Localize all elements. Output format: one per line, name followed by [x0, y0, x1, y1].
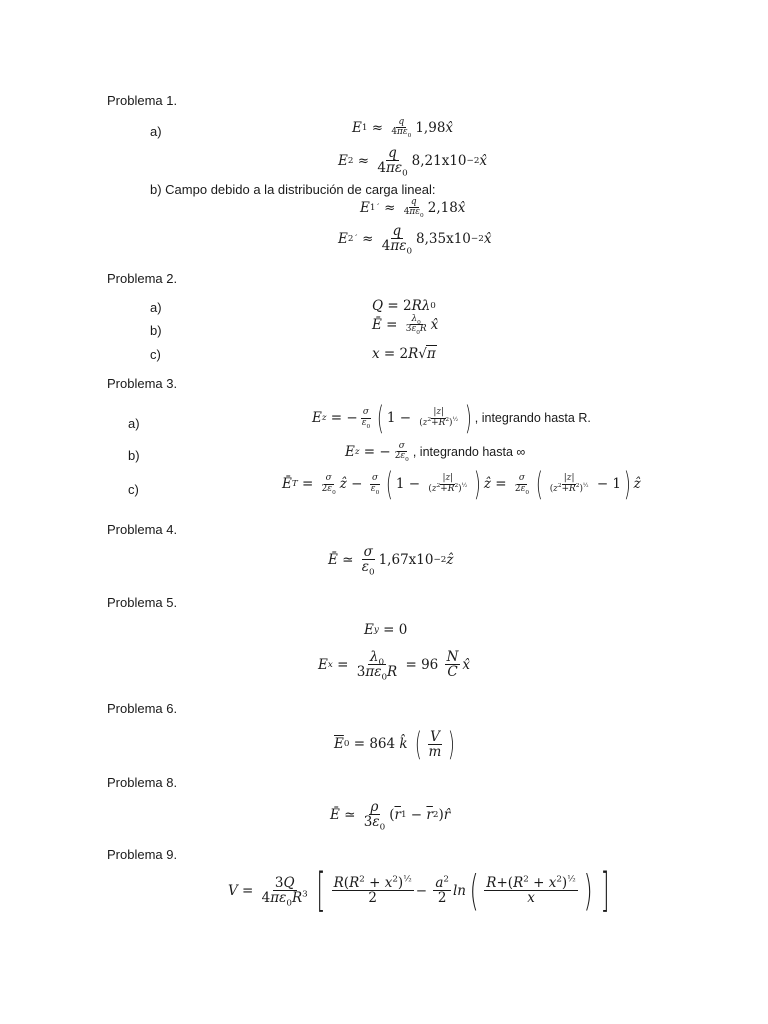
- label-a: a): [150, 124, 162, 139]
- heading-problema-1: Problema 1.: [107, 93, 178, 108]
- equation-p2-e: Ē = $\frac{\lambda_0}{3\varepsilon_0R}$ x̂: [372, 314, 439, 337]
- p3-b-text: , integrando hasta ∞: [412, 444, 526, 459]
- equation-p1-e2-prime: E 2 ´ ≈ $\frac{q}{4\pi\varepsilon_0}$ 8,35x10 −2 x̂: [338, 223, 492, 257]
- heading-problema-5: Problema 5.: [107, 595, 178, 610]
- p1-value-4: 8,35x10: [416, 230, 471, 247]
- equation-p5-ey: E y = 0: [364, 622, 408, 638]
- heading-problema-4: Problema 4.: [107, 522, 178, 537]
- heading-problema-2: Problema 2.: [107, 271, 178, 286]
- equation-p6: $\overline{E}$ 0 = 864 k̂ ( $\frac{V}{m}$ ): [334, 725, 456, 763]
- p6-value: 864: [369, 736, 396, 753]
- label-a: a): [128, 416, 140, 431]
- label-c: c): [150, 347, 161, 362]
- equation-p8: Ē ≃ $\frac{\rho}{3\varepsilon_0}$ ( $\overline{r}$ 1 − $\overline{r}$ 2 ) r̂: [330, 799, 451, 833]
- label-c: c): [128, 482, 139, 497]
- equation-p3-a: E z = − $\frac{\sigma}{\varepsilon_0}$ ( 1 − $\frac{|z|}{(z^2+R^2)^{\frac{1}{2}}}$ ) , integrando hasta R.: [312, 399, 591, 437]
- p1-value-3: 2,18: [427, 199, 458, 216]
- p1-value-2: 8,21x10: [411, 152, 467, 169]
- p1-value-1: 1,98: [415, 119, 446, 136]
- heading-problema-6: Problema 6.: [107, 701, 178, 716]
- label-b: b): [128, 448, 140, 463]
- equation-p3-b: E z = − $\frac{\sigma}{2\varepsilon_0}$ , integrando hasta ∞: [345, 441, 526, 464]
- heading-problema-9: Problema 9.: [107, 847, 178, 862]
- p5-value: 96: [421, 656, 439, 673]
- equation-p1-e2: E 2 ≈ $\frac{q}{4\pi\varepsilon_0}$ 8,21x10 −2 x̂: [338, 145, 488, 179]
- p1-b-text: b) Campo debido a la distribución de carga lineal:: [150, 182, 436, 197]
- equation-p5-ex: E x = $\frac{\lambda_0}{3\pi\varepsilon_0R}$ = 96 $\frac{N}{C}$ x̂: [318, 649, 471, 683]
- equation-p1-e1: E 1 ≈ $\frac{q}{4\pi\varepsilon_0}$ 1,98 x̂: [352, 117, 454, 140]
- equation-p4: Ē ≃ $\frac{\sigma}{\varepsilon_0}$ 1,67x10 −2 ẑ: [328, 544, 454, 578]
- heading-problema-8: Problema 8.: [107, 775, 178, 790]
- label-a: a): [150, 300, 162, 315]
- equation-p3-c: Ē T = $\frac{\sigma}{2\varepsilon_0}$ ẑ − $\frac{\sigma}{\varepsilon_0}$ ( 1 − $\frac{|z|}{(z^2+R^2)^{\frac{1}{2}}}$ ) ẑ = $\frac{\sigma}{2\varepsilon_0}$ ( $\frac{|z|}{(z^2+R^2)^{\frac{1}{2}}}$ − 1 ) ẑ: [282, 465, 641, 503]
- equation-p2-x: x = 2 R √ π: [372, 345, 436, 362]
- heading-problema-3: Problema 3.: [107, 376, 178, 391]
- equation-p1-e1-prime: E 1 ´ ≈ $\frac{q}{4\pi\varepsilon_0}$ 2,18 x̂: [360, 197, 466, 220]
- label-b: b): [150, 323, 162, 338]
- equation-p2-q: Q = 2 R λ 0: [372, 298, 436, 314]
- p3-a-text: , integrando hasta R.: [474, 411, 591, 426]
- p4-value: 1,67x10: [378, 551, 434, 568]
- equation-p9: V = $\frac{3Q}{4\pi\varepsilon_0R^3}$ [ $\frac{R(R^2 + x^2)^{\frac{1}{2}}}{2}$ − $\frac{a^2}{2}$ ln ( $\frac{R+(R^2 + x^2)^{\frac{1}{2}}}{x}$ ) ]: [228, 863, 610, 917]
